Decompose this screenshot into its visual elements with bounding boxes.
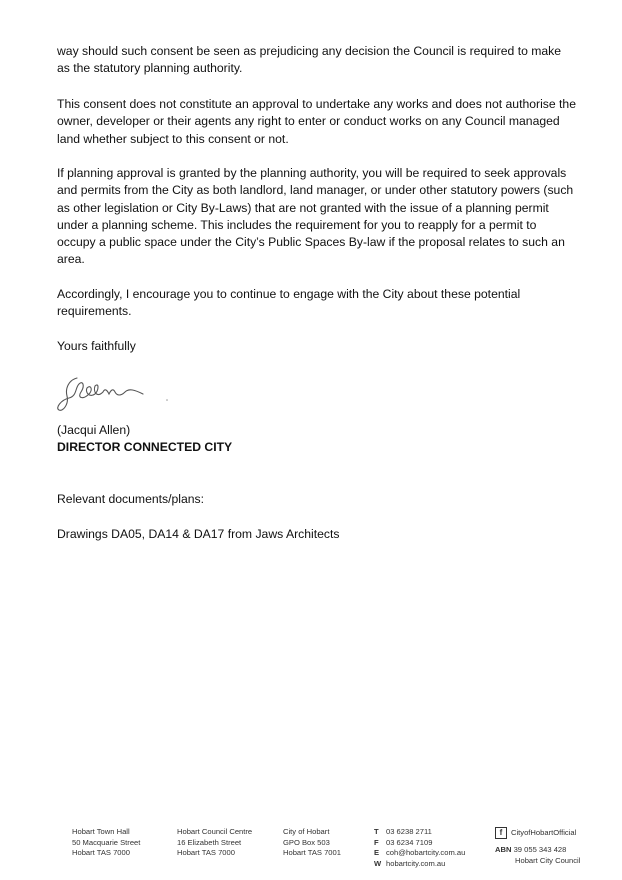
footer-line: GPO Box 503 — [283, 837, 330, 847]
fax-number: 03 6234 7109 — [386, 837, 433, 847]
footer-social — [495, 827, 580, 866]
footer-line: 50 Macquarie Street — [72, 837, 141, 847]
facebook-handle[interactable]: CityofHobartOfficial — [511, 828, 577, 837]
contact-label: T — [374, 827, 379, 836]
footer-line: Hobart Town Hall — [72, 827, 130, 836]
website-link[interactable]: hobartcity.com.au — [386, 858, 446, 868]
footer-line: Hobart Council Centre — [177, 827, 253, 836]
drawings-list: Drawings DA05, DA14 & DA17 from Jaws Architects — [57, 527, 340, 541]
council-name: Hobart City Council — [515, 855, 581, 865]
email-link[interactable]: coh@hobartcity.com.au — [386, 848, 466, 857]
footer-line: Hobart TAS 7001 — [283, 848, 341, 857]
footer-council-centre — [177, 827, 252, 859]
footer-line: Hobart TAS 7000 — [72, 848, 130, 857]
footer-line: Hobart TAS 7000 — [177, 848, 235, 857]
abn-number: 39 055 343 428 — [513, 845, 567, 854]
relevant-documents-label: Relevant documents/plans: — [57, 492, 205, 506]
paragraph-planning-approval: If planning approval is granted by the planning authority, you will be required to seek approvals and permits from the City as both landlord, land manager, or under other statutory powers (such as other legislation or City By-Laws) that are not granted with the issue of a planning permit under a planning scheme. This includes the requirement for you to reapply for a permit to occupy a public space under the City’s Public Spaces By-law if the proposal relates to such an area. — [57, 166, 574, 267]
paragraph-no-approval: This consent does not constitute an approval to undertake any works and does not authorise the owner, developer or their agents any right to enter or conduct works on any Council managed land whether subject to this consent or not. — [57, 97, 576, 146]
facebook-icon: f — [495, 827, 507, 839]
footer-postal — [283, 827, 341, 859]
paragraph-engage: Accordingly, I encourage you to continue to engage with the City about these potential requirements. — [57, 287, 521, 319]
signatory-name: (Jacqui Allen) — [57, 423, 131, 437]
signature-image — [55, 370, 175, 416]
contact-label: F — [374, 837, 379, 847]
paragraph-consent-prejudice: way should such consent be seen as prejudicing any decision the Council is required to make as the statutory planning authority. — [57, 44, 562, 76]
footer-town-hall — [72, 827, 140, 859]
phone-number[interactable]: 03 6238 2711 — [386, 827, 432, 836]
footer-line: City of Hobart — [283, 827, 330, 836]
footer-line: 16 Elizabeth Street — [177, 837, 242, 847]
contact-label: E — [374, 848, 380, 857]
abn-label: ABN — [495, 845, 512, 854]
contact-label: W — [374, 858, 382, 868]
signatory-title: DIRECTOR CONNECTED CITY — [57, 440, 233, 454]
footer-contact — [374, 827, 465, 869]
closing-line: Yours faithfully — [57, 339, 136, 353]
